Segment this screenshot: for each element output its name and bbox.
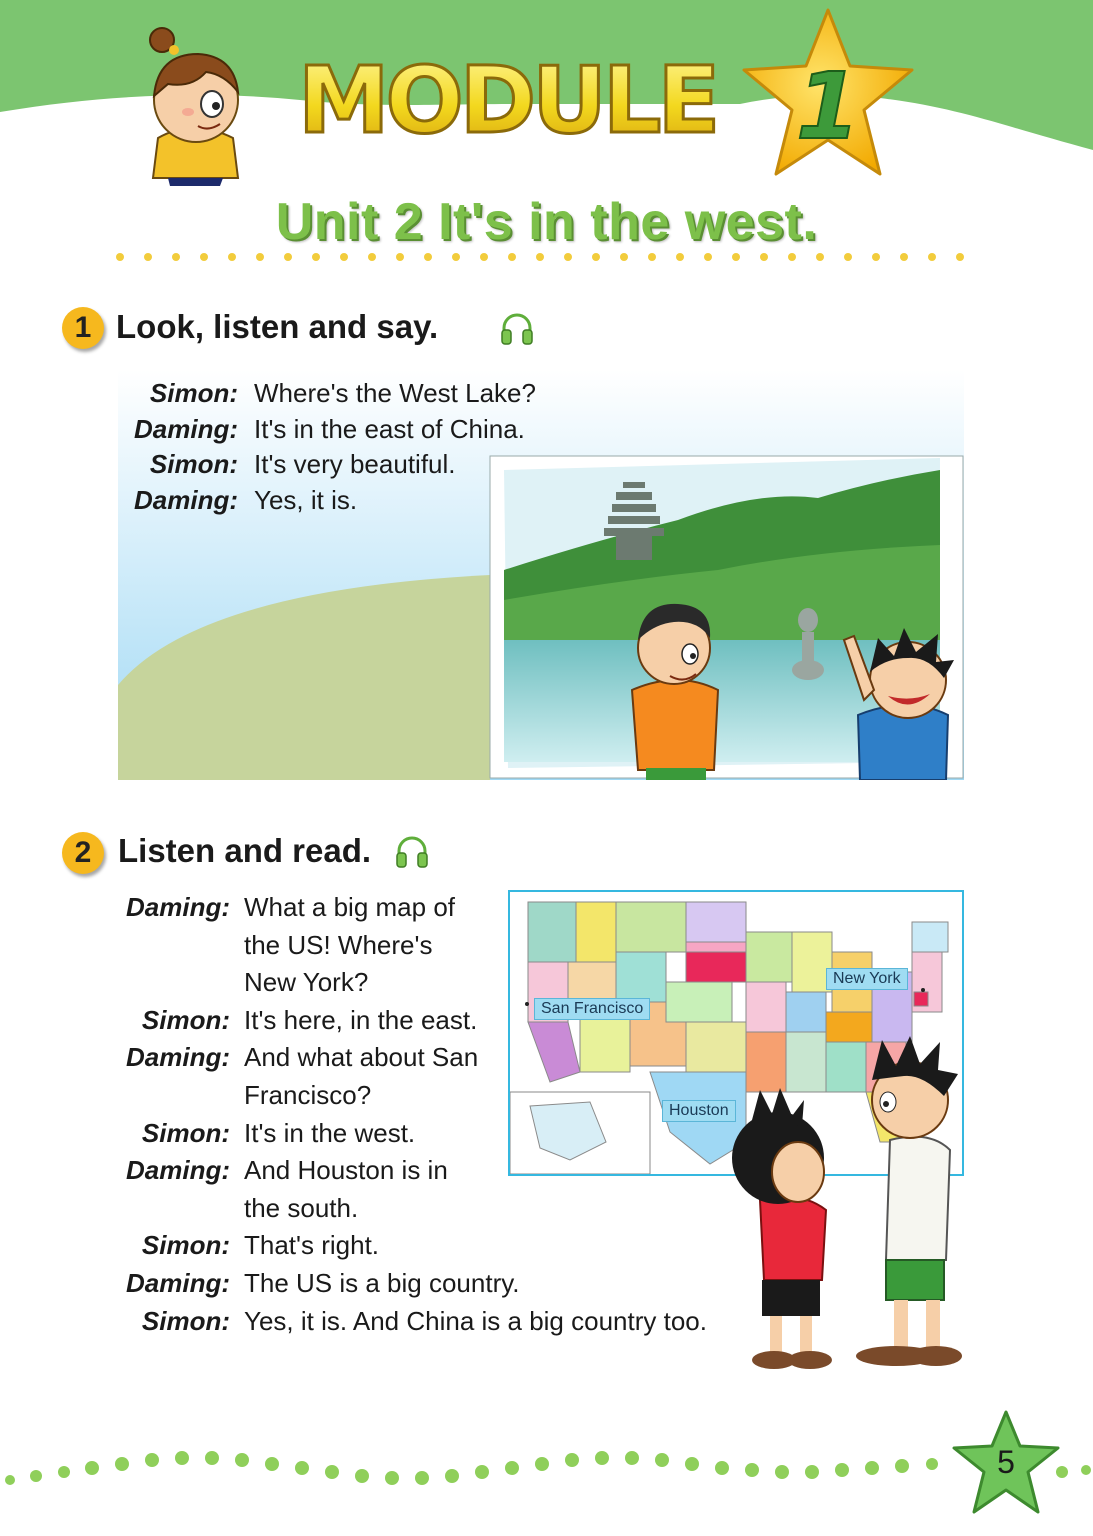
dialogue-text: What a big map of the US! Where's New York? (244, 892, 455, 998)
dialogue-text: It's in the east of China. (254, 413, 525, 444)
speaker-label: Daming: (126, 892, 230, 922)
speaker-label: Daming: (134, 413, 238, 444)
map-label-san-francisco: San Francisco (534, 998, 650, 1020)
dialogue-line (118, 412, 536, 448)
speaker-label: Simon: (141, 1230, 230, 1261)
unit-title: Unit 2 It's in the west. (275, 193, 818, 251)
dialogue-text: It's very beautiful. (254, 449, 456, 479)
dialogue-line (110, 1115, 744, 1153)
speaker-label: Simon: (149, 378, 238, 408)
dialogue-line (110, 1152, 744, 1227)
dialogue-text: That's right. (244, 1230, 380, 1261)
dialogue-line (110, 1265, 744, 1303)
section-1-title: Look, listen and say. (116, 308, 439, 345)
dialogue-line (110, 1303, 744, 1341)
dialogue-line (118, 483, 536, 519)
speaker-label: Simon: (141, 1004, 230, 1035)
page-number: 5 (997, 1444, 1015, 1480)
dialogue-text: Yes, it is. (254, 484, 358, 515)
dialogue-text: And what about San Francisco? (244, 1042, 479, 1110)
speaker-label: Simon: (141, 1305, 230, 1336)
speaker-label: Simon: (149, 449, 238, 479)
section-1-badge: 1 (62, 307, 104, 349)
dialogue-line (118, 376, 536, 412)
section-1-dialogue (118, 376, 536, 518)
dialogue-text: The US is a big country. (244, 1267, 520, 1298)
section-2-title: Listen and read. (118, 832, 372, 869)
dialogue-text: It's in the west. (244, 1117, 416, 1148)
dialogue-line (110, 1227, 744, 1265)
section-2-dialogue (110, 889, 744, 1340)
module-word-text: MODULE (298, 47, 717, 154)
speaker-label: Daming: (126, 1042, 230, 1073)
headphones-icon[interactable] (394, 834, 430, 870)
map-label-houston: Houston (662, 1100, 736, 1122)
module-number: 1 (795, 53, 861, 160)
section-2-badge: 2 (62, 832, 104, 874)
footer-dotted-wave (0, 1440, 1093, 1500)
dialogue-text: Where's the West Lake? (254, 378, 536, 408)
dialogue-text: It's here, in the east. (244, 1004, 478, 1035)
dialogue-line (110, 889, 744, 1002)
title-dotted-divider (110, 250, 980, 264)
girl-mascot-image (128, 18, 258, 188)
headphones-icon[interactable] (499, 311, 535, 347)
speaker-label: Daming: (126, 1155, 230, 1186)
dialogue-line (118, 447, 536, 483)
speaker-label: Daming: (126, 1267, 230, 1298)
dialogue-text: And Houston is in the south. (244, 1155, 448, 1223)
dialogue-line (110, 1002, 744, 1040)
map-label-new-york: New York (826, 968, 908, 990)
speaker-label: Simon: (141, 1117, 230, 1148)
module-word-graphic (290, 40, 730, 160)
speaker-label: Daming: (134, 484, 238, 515)
dialogue-line (110, 1039, 744, 1114)
module-number-star (738, 6, 918, 191)
dialogue-text: Yes, it is. And China is a big country too. (244, 1305, 707, 1336)
